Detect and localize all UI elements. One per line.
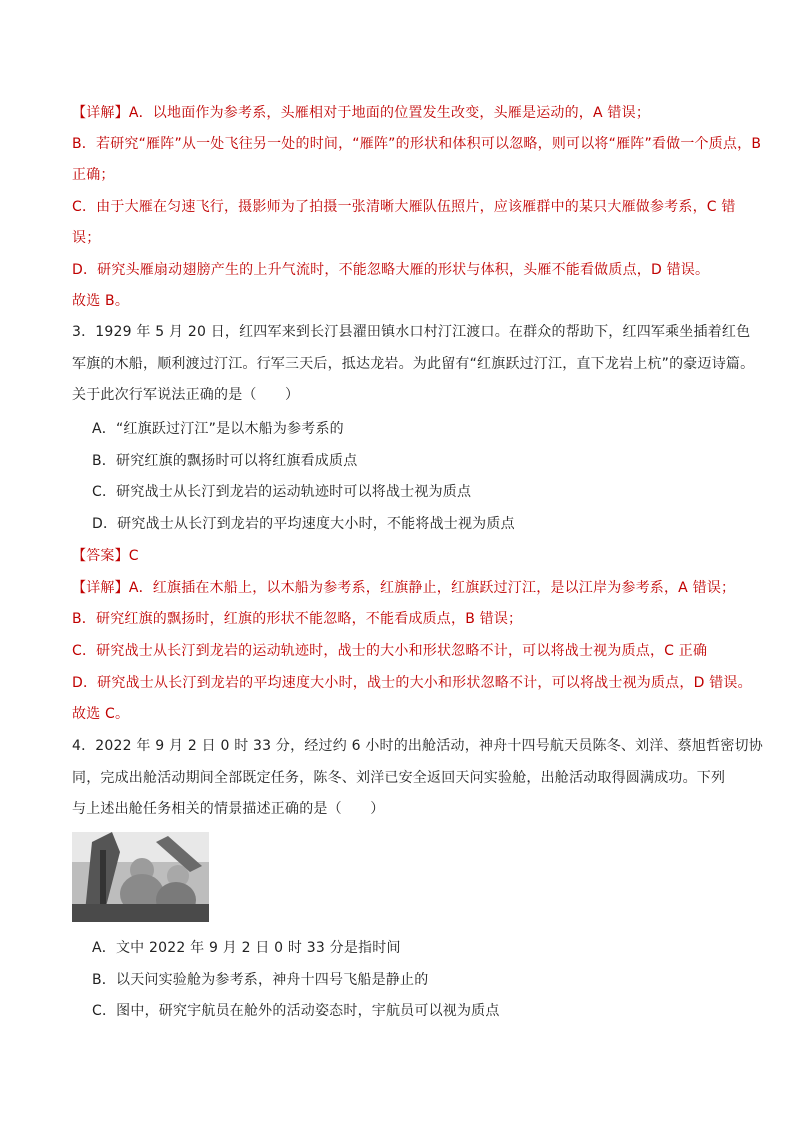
detail-line-d: D．研究头雁扇动翅膀产生的上升气流时，不能忽略大雁的形状与体积，头雁不能看做质点，D 错误。 [72,262,710,278]
detail-line-b: B．若研究“雁阵”从一处飞往另一处的时间，“雁阵”的形状和体积可以忽略，则可以将“雁阵”看做一个质点，B [72,136,762,152]
detail-line-a [72,103,752,123]
question-3-stem-2: 军旗的木船，顺利渡过汀江。行军三天后，抵达龙岩。为此留有“红旗跃过汀江，直下龙岩上杭”的豪迈诗篇。 [72,356,755,372]
detail-line-c-cont: 误； [72,230,101,246]
detail-3-text: A．红旗插在木船上，以木船为参考系，红旗静止，红旗跃过汀江，是以江岸为参考系，A 错误； [128,580,736,596]
question-4-stem-2: 同，完成出舱活动期间全部既定任务，陈冬、刘洋已安全返回天问实验舱，出舱活动取得圆满成功。下列 [72,770,726,786]
question-3-stem-1: 3．1929 年 5 月 20 日，红四军来到长汀县濯田镇水口村汀江渡口。在群众的帮助下，红四军乘坐插着红色 [72,324,751,340]
question-4-option-c: C．图中，研究宇航员在舱外的活动姿态时，宇航员可以视为质点 [92,1003,500,1019]
detail-3-line-b: B．研究红旗的飘扬时，红旗的形状不能忽略，不能看成质点，B 错误； [72,611,523,627]
question-3-option-c: C．研究战士从长汀到龙岩的运动轨迹时可以将战士视为质点 [92,484,472,500]
detail-line-c: C．由于大雁在匀速飞行，摄影师为了拍摄一张清晰大雁队伍照片，应该雁群中的某只大雁做参考系，C 错 [72,199,736,215]
question-3-option-b: B．研究红旗的飘扬时可以将红旗看成质点 [92,453,358,469]
astronaut-photo [72,832,209,922]
detail-3-line-a [72,578,752,598]
answer-3: 【答案】C [72,548,139,564]
detail-3-tag: 【详解】 [72,580,129,596]
detail-text: A．以地面作为参考系，头雁相对于地面的位置发生改变，头雁是运动的，A 错误； [128,105,651,121]
question-4-stem-3: 与上述出舱任务相关的情景描述正确的是（ ） [72,801,385,817]
detail-tag: 【详解】 [72,105,129,121]
question-4-option-a: A．文中 2022 年 9 月 2 日 0 时 33 分是指时间 [92,940,401,956]
question-3-option-a: A．“红旗跃过汀江”是以木船为参考系的 [92,421,344,437]
question-4-option-b: B．以天问实验舱为参考系，神舟十四号飞船是静止的 [92,972,429,988]
detail-line-b-cont: 正确； [72,167,115,183]
question-3-option-d: D．研究战士从长汀到龙岩的平均速度大小时，不能将战士视为质点 [92,516,515,532]
detail-3-conclusion: 故选 C。 [72,706,130,722]
question-4-stem-1: 4．2022 年 9 月 2 日 0 时 33 分，经过约 6 小时的出舱活动，神舟十四号航天员陈冬、刘洋、蔡旭哲密切协 [72,738,763,754]
detail-3-line-c: C．研究战士从长汀到龙岩的运动轨迹时，战士的大小和形状忽略不计，可以将战士视为质点，C 正确 [72,643,708,659]
question-3-stem-3: 关于此次行军说法正确的是（ ） [72,387,300,403]
detail-conclusion: 故选 B。 [72,293,130,309]
detail-3-line-d: D．研究战士从长汀到龙岩的平均速度大小时，战士的大小和形状忽略不计，可以将战士视为质点，D 错误。 [72,675,752,691]
